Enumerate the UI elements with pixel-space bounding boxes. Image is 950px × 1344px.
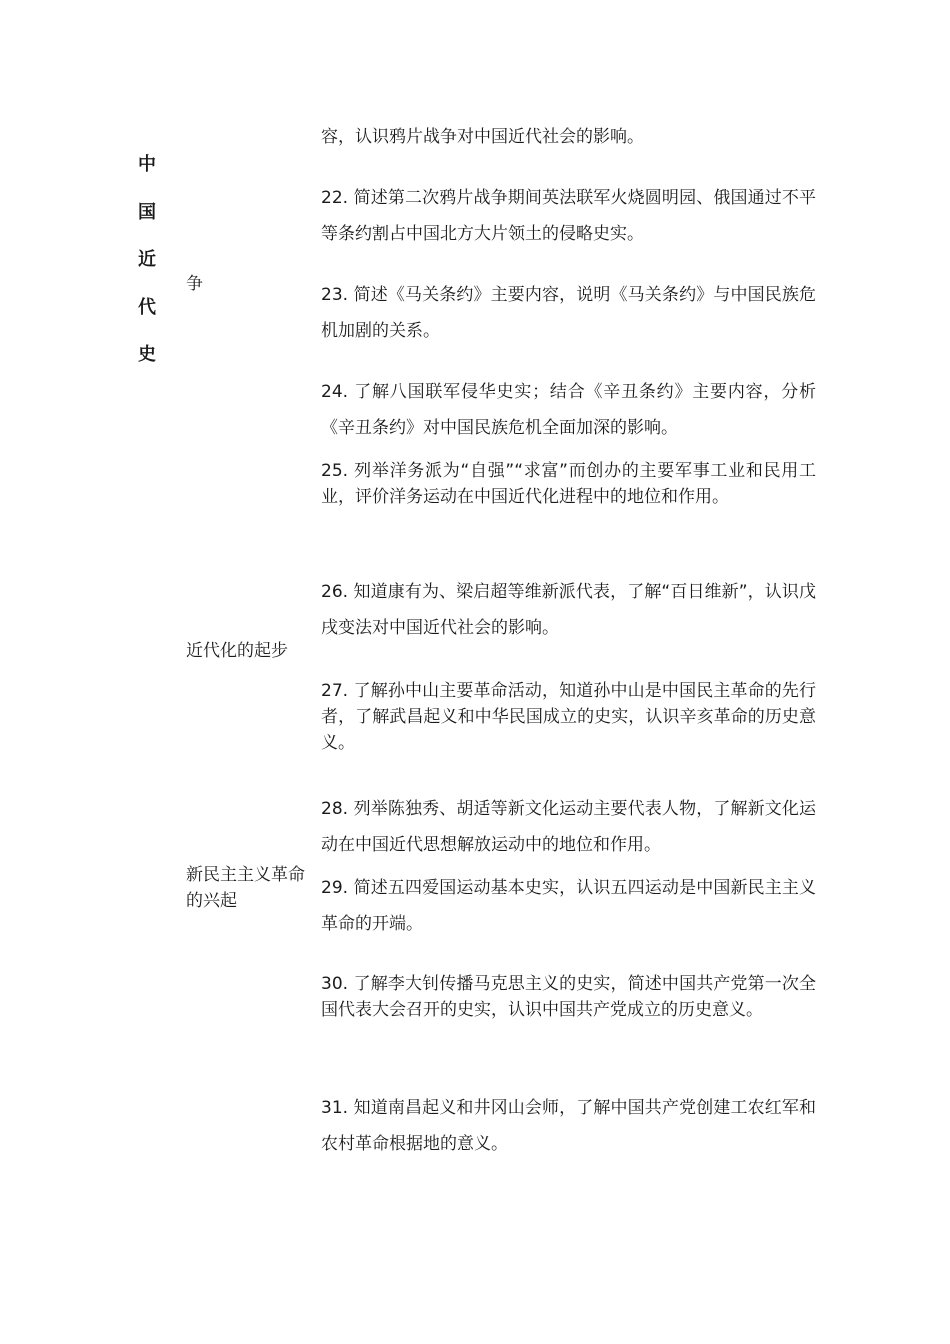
item-27: 27. 了解孙中山主要革命活动，知道孙中山是中国民主革命的先行者，了解武昌起义和中华民国成立的史实，认识辛亥革命的历史意义。	[321, 681, 816, 753]
section-modernization: 近代化的起步	[186, 641, 288, 661]
section-war: 争	[186, 274, 203, 294]
item-24: 24. 了解八国联军侵华史实；结合《辛丑条约》主要内容，分析《辛丑条约》对中国民族危机全面加深的影响。	[321, 382, 816, 438]
item-25: 25. 列举洋务派为“自强”“求富”而创办的主要军事工业和民用工业，评价洋务运动在中国近代化进程中的地位和作用。	[321, 461, 816, 507]
item-23: 23. 简述《马关条约》主要内容，说明《马关条约》与中国民族危机加剧的关系。	[321, 285, 816, 341]
item-21-continued: 容，认识鸦片战争对中国近代社会的影响。	[321, 127, 644, 147]
item-29: 29. 简述五四爱国运动基本史实，认识五四运动是中国新民主主义革命的开端。	[321, 878, 816, 934]
section-new-democratic: 新民主主义革命的兴起	[186, 865, 305, 911]
subject-char: 代	[138, 297, 156, 318]
item-28: 28. 列举陈独秀、胡适等新文化运动主要代表人物，了解新文化运动在中国近代思想解放运动中的地位和作用。	[321, 799, 816, 855]
item-30: 30. 了解李大钊传播马克思主义的史实，简述中国共产党第一次全国代表大会召开的史实，认识中国共产党成立的历史意义。	[321, 974, 816, 1020]
subject-char: 国	[138, 202, 156, 223]
subject-char: 史	[138, 344, 156, 365]
item-22: 22. 简述第二次鸦片战争期间英法联军火烧圆明园、俄国通过不平等条约割占中国北方大片领土的侵略史实。	[321, 188, 816, 244]
subject-char: 近	[138, 249, 156, 270]
subject-char: 中	[138, 154, 156, 175]
item-26: 26. 知道康有为、梁启超等维新派代表，了解“百日维新”，认识戊戌变法对中国近代社会的影响。	[321, 582, 816, 638]
item-31: 31. 知道南昌起义和井冈山会师，了解中国共产党创建工农红军和农村革命根据地的意义。	[321, 1098, 816, 1154]
